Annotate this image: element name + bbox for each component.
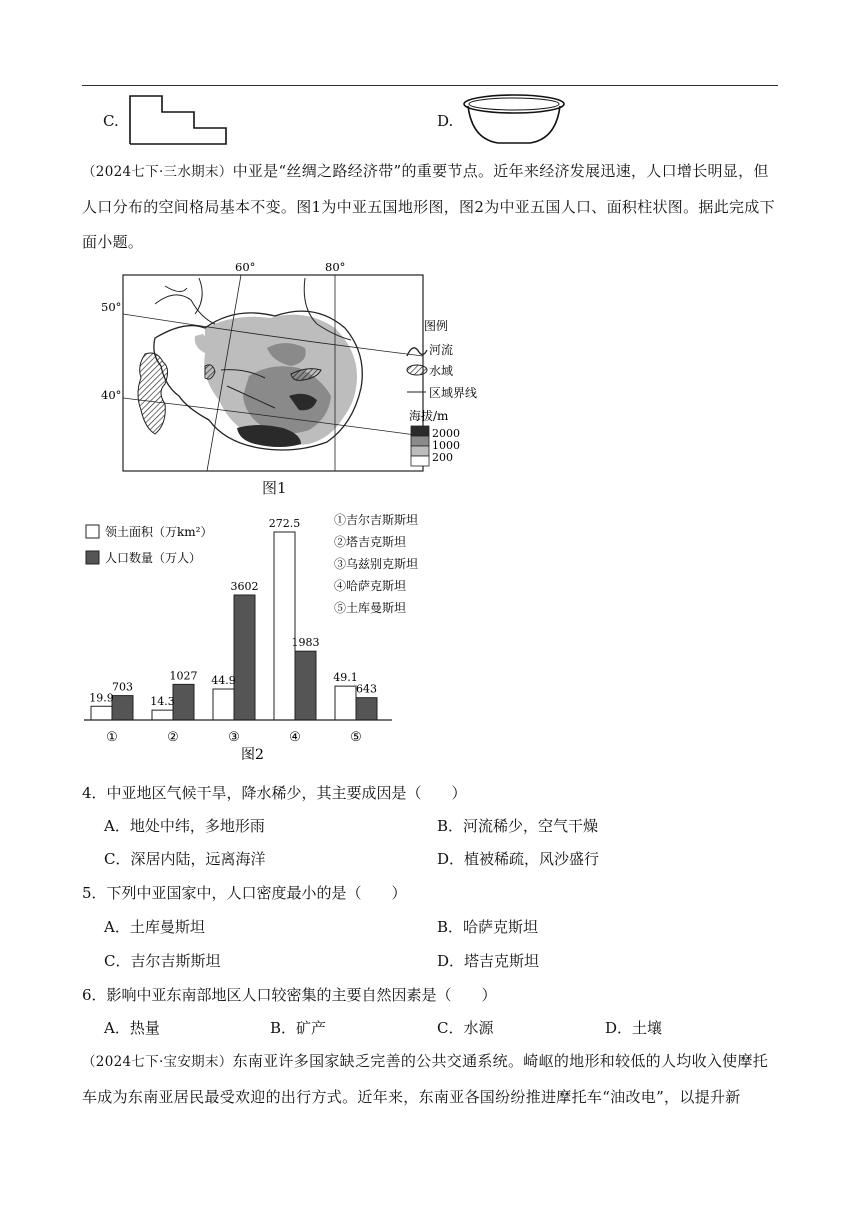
question-6-stem: 6．影响中亚东南部地区人口较密集的主要自然因素是（ ） xyxy=(82,986,497,1004)
data-label-population-1: 703 xyxy=(112,680,133,694)
data-label-area-5: 49.1 xyxy=(333,671,358,685)
legend-area-label: 领土面积（万km²） xyxy=(105,525,213,539)
lon-label-80: 80° xyxy=(325,260,346,274)
bar-population-4 xyxy=(295,651,316,720)
category-label-2: ② xyxy=(167,730,179,745)
lat-label-50: 50° xyxy=(101,300,122,314)
legend-population-label: 人口数量（万人） xyxy=(105,551,202,565)
country-key-5: ⑤土库曼斯坦 xyxy=(334,601,407,615)
lat-label-40: 40° xyxy=(101,388,122,402)
figure-1-terrain-map xyxy=(95,258,515,498)
elevation-swatch-200 xyxy=(411,446,429,456)
elevation-legend-title: 海拔/m xyxy=(409,409,449,423)
legend-population-swatch xyxy=(86,551,99,564)
bar-area-5 xyxy=(335,686,356,720)
elevation-label-2000: 2000 xyxy=(432,427,460,440)
question-5-option-a[interactable]: A．土库曼斯坦 xyxy=(104,918,205,936)
question-5-option-b[interactable]: B．哈萨克斯坦 xyxy=(437,918,539,936)
data-label-area-4: 272.5 xyxy=(268,517,301,530)
legend-boundary-label: 区域界线 xyxy=(429,386,478,400)
country-key-1: ①吉尔吉斯斯坦 xyxy=(334,513,419,527)
lon-label-60: 60° xyxy=(235,260,256,274)
option-c-label: C. xyxy=(103,112,119,130)
bar-area-1 xyxy=(91,706,112,720)
country-key-3: ③乌兹别克斯坦 xyxy=(334,557,419,571)
bar-area-4 xyxy=(274,532,295,720)
elevation-swatch-2000 xyxy=(411,426,429,436)
bar-population-1 xyxy=(112,696,133,720)
bar-population-3 xyxy=(234,595,255,720)
question-4-option-a[interactable]: A．地处中纬，多地形雨 xyxy=(104,817,265,835)
map-legend-title: 图例 xyxy=(424,319,449,333)
header-rule xyxy=(82,85,778,86)
legend-area-swatch xyxy=(86,525,99,538)
elevation-swatch-below-200 xyxy=(411,456,429,466)
country-key-4: ④哈萨克斯坦 xyxy=(334,579,407,593)
elevation-label-1000: 1000 xyxy=(432,439,460,452)
elevation-label-200: 200 xyxy=(432,451,453,464)
question-4-option-b[interactable]: B．河流稀少，空气干燥 xyxy=(437,817,599,835)
figure-1-caption: 图1 xyxy=(262,479,287,497)
category-label-3: ③ xyxy=(228,730,240,745)
bar-area-2 xyxy=(152,710,173,720)
data-label-population-3: 3602 xyxy=(230,580,259,593)
data-label-area-1: 19.9 xyxy=(89,691,114,705)
data-label-population-4: 1983 xyxy=(291,636,320,650)
country-key-2: ②塔吉克斯坦 xyxy=(334,535,407,549)
intro-2-text: 东南亚许多国家缺乏完善的公共交通系统。崎岖的地形和较低的人均收入使摩托车成为东南亚居民最受欢迎的出行方式。近年来，东南亚各国纷纷推进摩托车“油改电”，以提升新 xyxy=(82,1052,769,1106)
figure-2-bar-chart xyxy=(78,505,458,770)
question-4-option-d[interactable]: D．植被稀疏，风沙盛行 xyxy=(437,850,600,868)
question-5-option-d[interactable]: D．塔吉克斯坦 xyxy=(437,952,540,970)
intro-paragraph-1 xyxy=(82,154,782,260)
category-label-4: ④ xyxy=(289,730,301,745)
option-d-label: D. xyxy=(437,112,454,130)
intro-2-source: （2024七下·宝安期末） xyxy=(82,1054,233,1070)
data-label-area-3: 44.9 xyxy=(211,674,236,688)
elevation-swatch-1000 xyxy=(411,436,429,446)
intro-1-text: 中亚是“丝绸之路经济带”的重要节点。近年来经济发展迅速，人口增长明显，但人口分布的空间格局基本不变。图1为中亚五国地形图，图2为中亚五国人口、面积柱状图。据此完成下面小题。 xyxy=(82,162,775,251)
question-5-option-c[interactable]: C．吉尔吉斯斯坦 xyxy=(104,952,221,970)
data-label-population-5: 643 xyxy=(356,682,377,696)
question-4-stem: 4．中亚地区气候干旱，降水稀少，其主要成因是（ ） xyxy=(82,784,467,802)
question-6-option-d[interactable]: D．土壤 xyxy=(605,1019,663,1037)
legend-river-label: 河流 xyxy=(429,343,454,357)
option-d-basin-shape xyxy=(460,91,568,149)
category-label-5: ⑤ xyxy=(350,730,362,745)
bar-area-3 xyxy=(213,689,234,720)
data-label-population-2: 1027 xyxy=(169,669,198,683)
intro-1-source: （2024七下·三水期末） xyxy=(82,164,233,180)
bar-population-5 xyxy=(356,698,377,720)
figure-2-caption: 图2 xyxy=(241,747,264,763)
intro-paragraph-2 xyxy=(82,1044,782,1115)
data-label-area-2: 14.3 xyxy=(150,695,175,709)
question-4-option-c[interactable]: C．深居内陆，远离海洋 xyxy=(104,850,266,868)
question-6-option-b[interactable]: B．矿产 xyxy=(270,1019,327,1037)
category-label-1: ① xyxy=(106,730,118,745)
legend-water-label: 水域 xyxy=(429,364,454,378)
legend-water-symbol xyxy=(407,365,427,375)
question-6-option-a[interactable]: A．热量 xyxy=(104,1019,160,1037)
question-6-option-c[interactable]: C．水源 xyxy=(437,1019,494,1037)
bar-population-2 xyxy=(173,684,194,720)
option-c-stepped-shape xyxy=(128,94,232,146)
question-5-stem: 5．下列中亚国家中，人口密度最小的是（ ） xyxy=(82,884,407,902)
